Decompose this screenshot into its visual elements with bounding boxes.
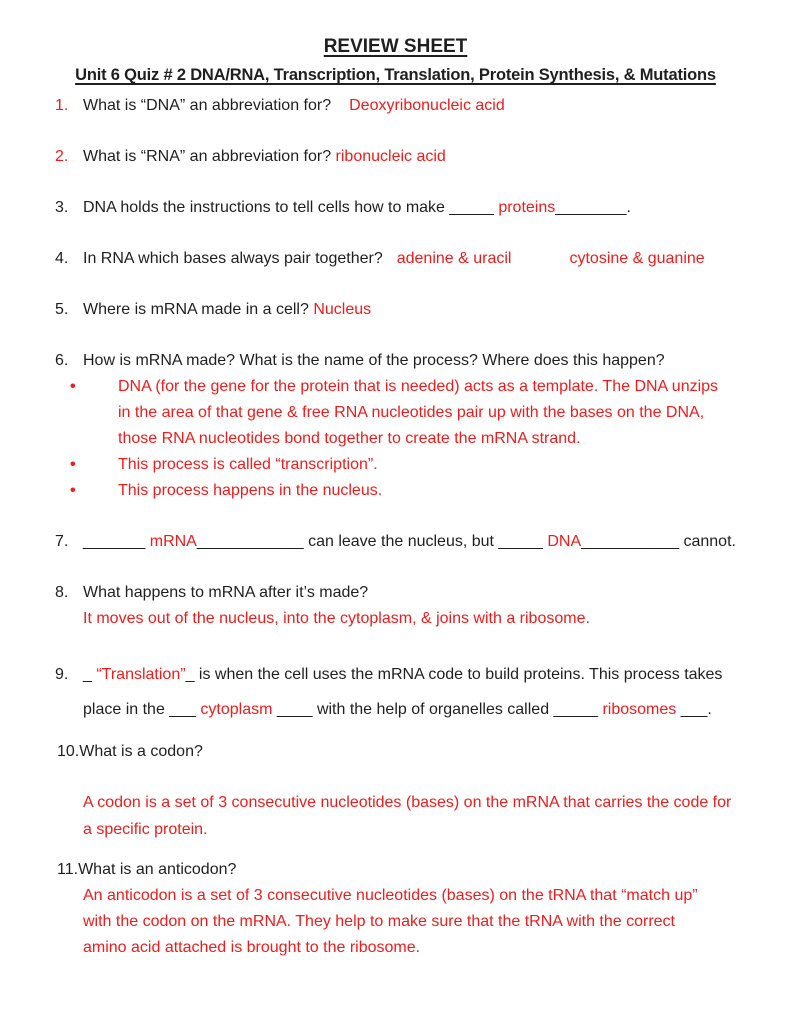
- text-line: [0, 297, 791, 323]
- text-segment: “Translation”: [96, 666, 186, 683]
- question-number: 2.: [55, 148, 69, 165]
- text-segment: in the area of that gene & free RNA nucleotides pair up with the bases on the DNA,: [118, 404, 705, 421]
- text-line: [0, 739, 791, 765]
- text-segment: What is an anticodon?: [78, 861, 237, 878]
- question-10: [0, 739, 791, 765]
- text-segment: ___________: [581, 533, 680, 550]
- question-2: [0, 144, 791, 170]
- text-line: [0, 529, 791, 555]
- text-segment: ribosomes: [602, 701, 677, 718]
- question-list: [0, 93, 791, 961]
- text-line: [0, 93, 791, 119]
- text-segment: This process is called “transcription”.: [118, 456, 378, 473]
- page-title: [0, 34, 791, 60]
- text-segment: An anticodon is a set of 3 consecutive nucleotides (bases) on the tRNA that “match up”: [83, 887, 698, 904]
- text-segment: What is “RNA” an abbreviation for?: [83, 148, 336, 165]
- text-line: [0, 478, 791, 504]
- spacer: [511, 262, 569, 263]
- text-segment: DNA holds the instructions to tell cells how to make _____: [83, 199, 499, 216]
- page-subtitle: [0, 62, 791, 88]
- text-line: [0, 935, 791, 961]
- question-1: [0, 93, 791, 119]
- question-4: [0, 246, 791, 272]
- text-segment: In RNA which bases always pair together?: [83, 250, 383, 267]
- text-segment: A codon is a set of 3 consecutive nucleotides (bases) on the mRNA that carries the code for: [83, 794, 732, 811]
- text-segment: Nucleus: [313, 301, 372, 318]
- text-line: [0, 580, 791, 606]
- question-number: 9.: [55, 666, 69, 683]
- text-segment: adenine & uracil: [396, 250, 512, 267]
- question-number: 5.: [55, 301, 69, 318]
- text-segment: ____ with the help of organelles called _____: [272, 701, 603, 718]
- text-line: [0, 606, 791, 632]
- question-11: [0, 857, 791, 961]
- question-number: 1.: [55, 97, 69, 114]
- question-number: 8.: [55, 584, 69, 601]
- text-segment: amino acid attached is brought to the ribosome.: [83, 939, 421, 956]
- text-line: [0, 816, 791, 843]
- text-segment: This process happens in the nucleus.: [118, 482, 383, 499]
- text-segment: proteins: [498, 199, 556, 216]
- text-line: [0, 195, 791, 221]
- question-9: [0, 657, 791, 727]
- text-segment: DNA (for the gene for the protein that is needed) acts as a template. The DNA unzips: [118, 378, 719, 395]
- text-segment: ________.: [555, 199, 631, 216]
- text-segment: ___.: [676, 701, 712, 718]
- text-segment: place in the ___: [83, 701, 201, 718]
- text-line: [0, 246, 791, 272]
- text-line: [0, 692, 791, 727]
- text-segment: ____________: [196, 533, 304, 550]
- text-segment: 10.: [57, 743, 80, 760]
- text-segment: a specific protein.: [83, 821, 208, 838]
- text-segment: It moves out of the nucleus, into the cytoplasm, & joins with a ribosome.: [83, 610, 590, 627]
- question-5: [0, 297, 791, 323]
- text-line: [0, 857, 791, 883]
- question-number: 6.: [55, 352, 69, 369]
- text-line: [0, 909, 791, 935]
- question-10-answer: [0, 789, 791, 843]
- text-segment: Deoxyribonucleic acid: [349, 97, 505, 114]
- text-segment: ribonucleic acid: [335, 148, 446, 165]
- text-segment: What is a codon?: [79, 743, 203, 760]
- text-segment: How is mRNA made? What is the name of the process? Where does this happen?: [83, 352, 665, 369]
- question-8: [0, 580, 791, 632]
- text-segment: DNA: [547, 533, 582, 550]
- text-segment: _: [83, 666, 97, 683]
- text-segment: those RNA nucleotides bond together to create the mRNA strand.: [118, 430, 581, 447]
- question-number: 4.: [55, 250, 69, 267]
- text-segment: cytosine & guanine: [569, 250, 705, 267]
- question-7: [0, 529, 791, 555]
- text-segment: cytoplasm: [200, 701, 273, 718]
- text-segment: Where is mRNA made in a cell?: [83, 301, 314, 318]
- text-segment: _ is when the cell uses the mRNA code to build proteins. This process takes: [185, 666, 723, 683]
- text-line: [0, 426, 791, 452]
- question-6: [0, 348, 791, 504]
- text-segment: mRNA: [149, 533, 197, 550]
- text-segment: can leave the nucleus, but _____: [303, 533, 548, 550]
- text-segment: What is “DNA” an abbreviation for?: [83, 97, 332, 114]
- text-line: [0, 400, 791, 426]
- text-line: [0, 452, 791, 478]
- text-segment: What happens to mRNA after it’s made?: [83, 584, 369, 601]
- spacer: [331, 109, 349, 110]
- text-line: [0, 883, 791, 909]
- text-line: [0, 374, 791, 400]
- text-line: [0, 144, 791, 170]
- question-3: [0, 195, 791, 221]
- question-number: 3.: [55, 199, 69, 216]
- spacer: [383, 262, 397, 263]
- text-line: [0, 789, 791, 816]
- page-subtitle-text: Unit 6 Quiz # 2 DNA/RNA, Transcription, Translation, Protein Synthesis, & Mutations: [75, 66, 716, 84]
- text-segment: _______: [83, 533, 150, 550]
- text-segment: with the codon on the mRNA. They help to make sure that the tRNA with the correct: [83, 913, 675, 930]
- text-line: [0, 657, 791, 692]
- text-line: [0, 348, 791, 374]
- page-title-text: REVIEW SHEET: [323, 36, 468, 57]
- question-number: 7.: [55, 533, 69, 550]
- text-segment: cannot.: [679, 533, 736, 550]
- text-segment: 11.: [57, 861, 79, 878]
